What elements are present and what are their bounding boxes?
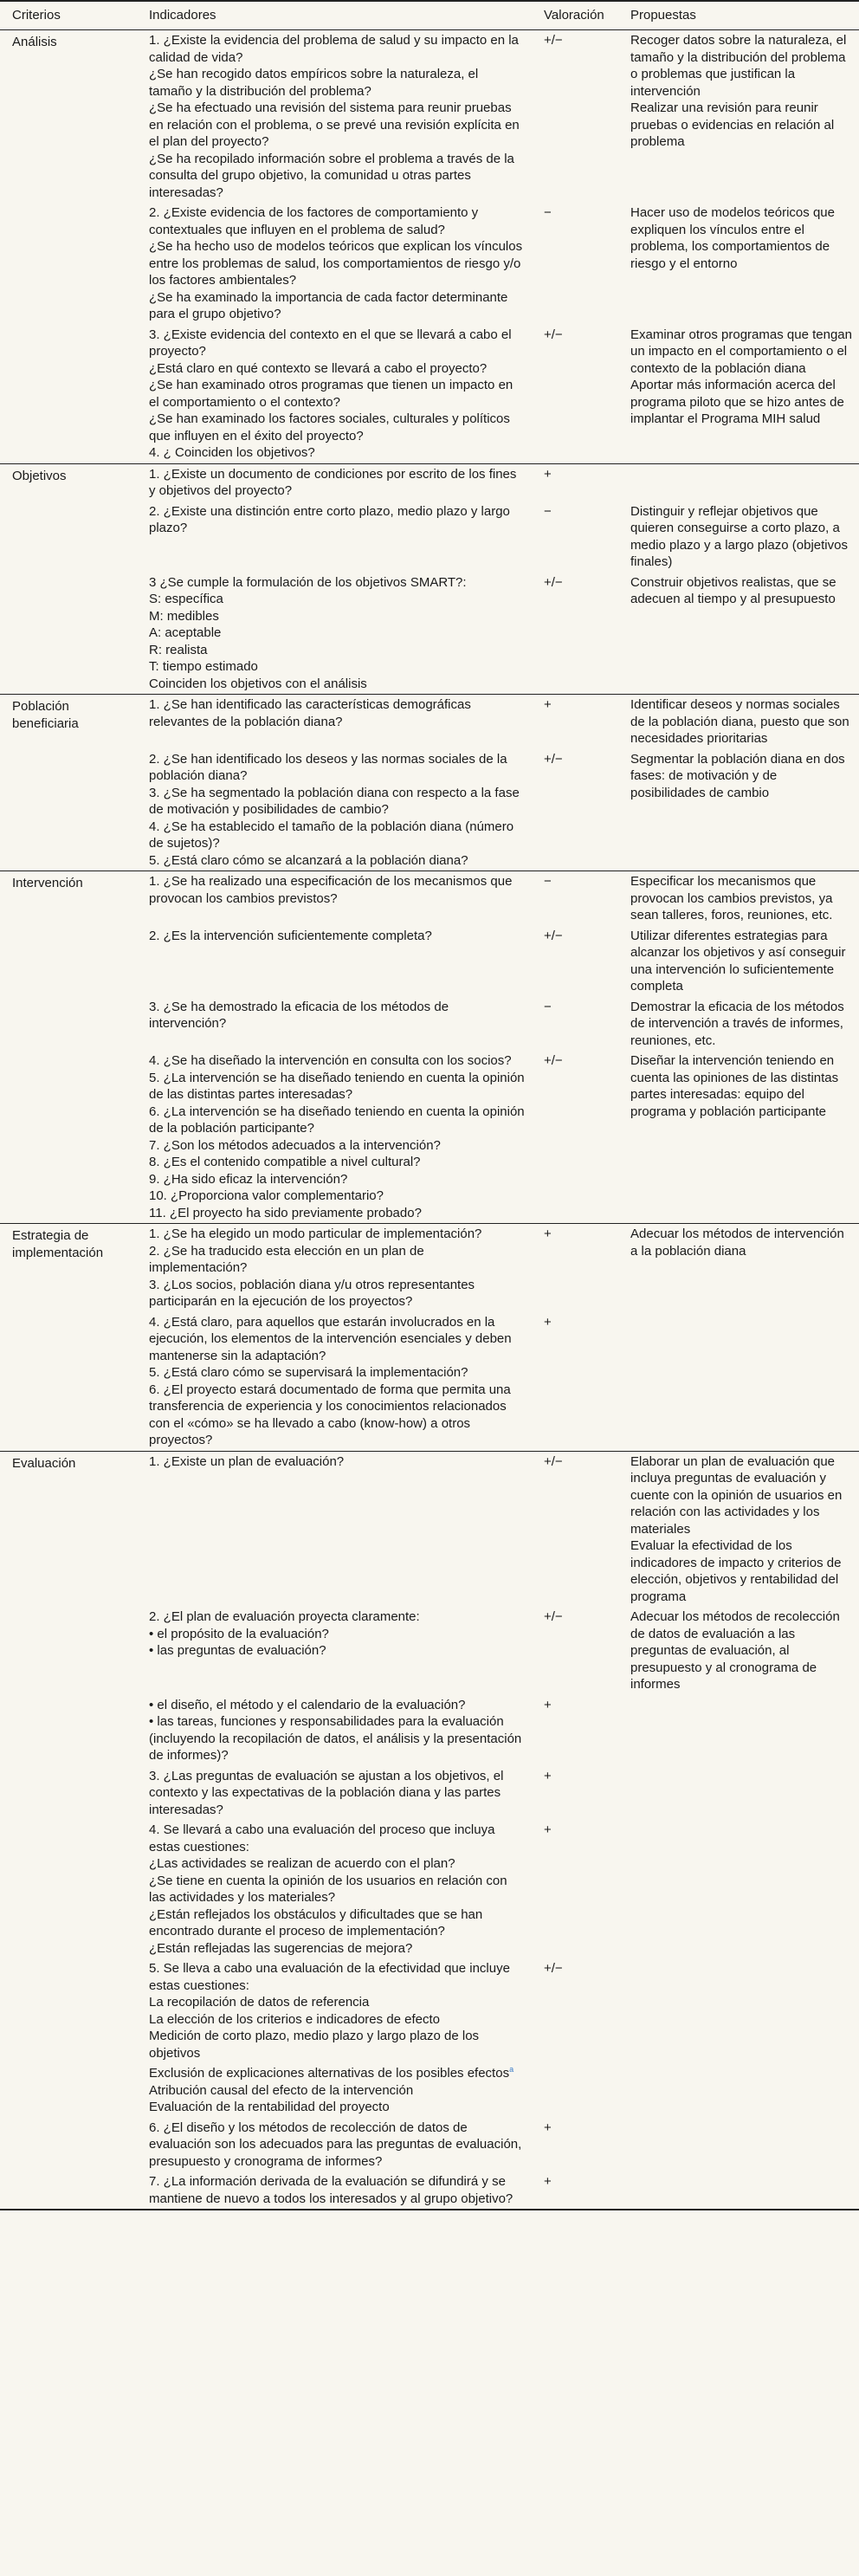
indicator-line	[149, 642, 525, 659]
indicator-text: 9. ¿Ha sido eficaz la intervención?	[149, 1171, 348, 1187]
table-row	[0, 203, 859, 325]
indicator-text: 4. Se llevará a cabo una evaluación del proceso que incluya estas cuestiones:	[149, 1822, 495, 1854]
indicators-cell	[137, 1820, 532, 1958]
indicator-line	[149, 2011, 525, 2029]
rating-cell: +	[544, 697, 552, 712]
indicator-text: 3. ¿Se ha segmentado la población diana con respecto a la fase de motivación y posibilidades de cambio?	[149, 785, 520, 817]
proposals-cell	[618, 871, 859, 926]
indicator-line	[149, 1453, 525, 1471]
indicators-cell	[137, 1766, 532, 1821]
indicator-text: 5. ¿La intervención se ha diseñado teniendo en cuenta la opinión de las distintas partes interesadas?	[149, 1070, 525, 1102]
indicator-line	[149, 466, 525, 500]
rating-cell: +	[544, 1227, 552, 1241]
indicator-line	[149, 1243, 525, 1277]
indicator-text: 8. ¿Es el contenido compatible a nivel cultural?	[149, 1155, 421, 1169]
proposals-cell	[618, 1224, 859, 1312]
indicator-text: 5. ¿Está claro cómo se alcanzará a la población diana?	[149, 852, 468, 868]
indicator-text: ¿Se han examinado los factores sociales, culturales y políticos que influyen en el éxito del proyecto?	[149, 411, 510, 443]
indicator-line	[149, 289, 525, 323]
indicator-line	[149, 1104, 525, 1137]
indicator-line	[149, 819, 525, 852]
table-row	[0, 1607, 859, 1695]
indicator-text: ¿Están reflejados los obstáculos y dificultades que se han encontrado durante el proceso de implementación?	[149, 1906, 483, 1938]
header-indicadores: Indicadores	[149, 8, 216, 23]
table-row	[0, 871, 859, 926]
proposals-cell	[618, 1312, 859, 1451]
table-row	[0, 325, 859, 463]
proposal-line: Construir objetivos realistas, que se adecuen al tiempo y al presupuesto	[630, 574, 836, 606]
indicator-line	[149, 1873, 525, 1906]
rating-cell: +	[544, 1822, 552, 1837]
indicator-text: La elección de los criterios e indicadores de efecto	[149, 2011, 441, 2027]
rating-cell: +/−	[544, 327, 563, 342]
rating-cell: +/−	[544, 1453, 563, 1469]
indicator-line	[149, 1277, 525, 1311]
indicator-text: S: específica	[149, 592, 223, 606]
table-row	[0, 695, 859, 749]
table-row	[0, 502, 859, 573]
indicator-line	[149, 1994, 525, 2011]
indicator-line	[149, 66, 525, 100]
criterion-group	[0, 464, 859, 696]
rating-cell: +	[544, 466, 552, 482]
indicator-text: La recopilación de datos de referencia	[149, 1995, 370, 2010]
proposal-line: Evaluar la efectividad de los indicadores de impacto y criterios de elección, objetivos y rentabilidad del programa	[630, 1538, 842, 1604]
indicators-cell	[137, 1312, 532, 1451]
table-row	[0, 1766, 859, 1821]
indicator-text: 4. ¿ Coinciden los objetivos?	[149, 445, 315, 460]
indicator-line	[149, 2028, 525, 2061]
indicator-text: ¿Está claro en qué contexto se llevará a cabo el proyecto?	[149, 360, 488, 376]
indicator-text: 2. ¿Es la intervención suficientemente completa?	[149, 928, 432, 943]
rating-cell: +/−	[544, 1053, 563, 1068]
indicator-text: Coinciden los objetivos con el análisis	[149, 676, 367, 691]
indicator-line	[149, 676, 525, 693]
indicator-text: • las tareas, funciones y responsabilidades para la evaluación (incluyendo la recopilación de datos, el análisis y la presentación de informes)?	[149, 1714, 522, 1763]
proposals-cell	[618, 203, 859, 325]
indicator-line	[149, 238, 525, 289]
proposals-cell	[618, 1766, 859, 1821]
rating-cell: +	[544, 2174, 552, 2189]
indicator-line	[149, 1052, 525, 1070]
indicator-text: 1. ¿Se han identificado las características demográficas relevantes de la población diana?	[149, 697, 471, 729]
indicator-text: 6. ¿El diseño y los métodos de recolección de datos de evaluación son los adecuados para las preguntas de evaluación, presupuesto y cronograma de informes?	[149, 2120, 522, 2169]
proposals-cell	[618, 749, 859, 871]
indicator-line	[149, 1382, 525, 1449]
criterion-cell: Análisis	[12, 35, 57, 49]
proposals-cell	[618, 2171, 859, 2209]
indicator-text: 7. ¿La información derivada de la evaluación se difundirá y se mantiene de nuevo a todos los interesados y al grupo objetivo?	[149, 2174, 513, 2206]
indicator-text: 4. ¿Se ha establecido el tamaño de la población diana (número de sujetos)?	[149, 819, 514, 851]
criterion-cell: Objetivos	[12, 468, 67, 483]
rating-cell: +/−	[544, 928, 563, 943]
indicator-line	[149, 444, 525, 462]
indicators-cell	[137, 2171, 532, 2209]
header-propuestas: Propuestas	[630, 8, 696, 23]
indicator-line	[149, 411, 525, 444]
indicator-line	[149, 327, 525, 360]
criterion-group	[0, 1452, 859, 2210]
proposal-line: Demostrar la eficacia de los métodos de intervención a través de informes, reuniones, etc.	[630, 999, 844, 1048]
indicators-cell	[137, 749, 532, 871]
indicator-text: 6. ¿El proyecto estará documentado de forma que permita una transferencia de experiencia y los conocimientos relacionados con el «cómo» se ha llevado a cabo (know-how) a otros proyectos?	[149, 1382, 511, 1447]
criterion-cell	[0, 997, 137, 1052]
indicator-text: ¿Se ha recopilado información sobre el problema a través de la consulta del grupo objetivo, la comunidad u otras partes interesadas?	[149, 151, 514, 200]
indicator-line	[149, 204, 525, 238]
proposals-cell	[618, 1820, 859, 1958]
indicators-cell	[137, 1452, 532, 1608]
proposals-cell	[618, 1051, 859, 1223]
indicator-text: 3. ¿Los socios, población diana y/u otros representantes participarán en la ejecución de los proyectos?	[149, 1277, 475, 1309]
indicator-line	[149, 1713, 525, 1764]
indicators-cell	[137, 871, 532, 926]
rating-cell: +	[544, 1697, 552, 1712]
proposal-line: Utilizar diferentes estrategias para alcanzar los objetivos y así conseguir una intervención lo suficientemente completa	[630, 928, 846, 994]
criterion-cell	[0, 1312, 137, 1451]
proposal-line: Examinar otros programas que tengan un impacto en el comportamiento o el contexto de la población diana	[630, 327, 852, 376]
proposals-cell	[618, 1958, 859, 2118]
indicator-text: 7. ¿Son los métodos adecuados a la intervención?	[149, 1137, 441, 1153]
proposals-cell	[618, 325, 859, 463]
indicator-line	[149, 625, 525, 642]
indicators-cell	[137, 926, 532, 997]
indicator-text: 1. ¿Existe un plan de evaluación?	[149, 1453, 345, 1469]
table-row	[0, 30, 859, 203]
indicator-line	[149, 503, 525, 537]
indicators-cell	[137, 1695, 532, 1766]
criterion-group	[0, 1224, 859, 1452]
indicator-line	[149, 608, 525, 625]
indicators-cell	[137, 997, 532, 1052]
indicator-line	[149, 1188, 525, 1205]
indicator-line	[149, 2061, 525, 2082]
indicators-cell	[137, 573, 532, 695]
table-row	[0, 1452, 859, 1608]
indicator-line	[149, 1226, 525, 1243]
indicator-line	[149, 873, 525, 907]
indicator-text: 3. ¿Las preguntas de evaluación se ajustan a los objetivos, el contexto y las expectativas de la población diana y las partes interesadas?	[149, 1768, 504, 1817]
indicator-text: ¿Se ha hecho uso de modelos teóricos que explican los vínculos entre los problemas de salud, los comportamientos de riesgo y/o los factores ambientales?	[149, 239, 523, 288]
rating-cell: +	[544, 2120, 552, 2135]
rating-cell: +	[544, 1314, 552, 1330]
criterion-cell	[0, 2171, 137, 2209]
criterion-cell	[0, 926, 137, 997]
indicator-text: ¿Se ha efectuado una revisión del sistema para reunir pruebas en relación con el problema, o se prevé una revisión explícita en el plan del proyecto?	[149, 100, 520, 149]
proposals-cell	[618, 1695, 859, 1766]
criterion-cell	[0, 1958, 137, 2118]
indicator-text: Evaluación de la rentabilidad del proyecto	[149, 2100, 390, 2114]
table-row	[0, 1312, 859, 1451]
indicators-cell	[137, 1051, 532, 1223]
indicators-cell	[137, 1607, 532, 1695]
proposals-cell	[618, 695, 859, 749]
indicator-line	[149, 1626, 525, 1643]
indicator-text: 4. ¿Está claro, para aquellos que estarán involucrados en la ejecución, los elementos de la intervención esenciales y deben mantenerse sin la adaptación?	[149, 1314, 512, 1363]
table-row	[0, 464, 859, 502]
criterion-cell: Estrategia de implementación	[12, 1228, 104, 1260]
indicator-text: ¿Se ha examinado la importancia de cada factor determinante para el grupo objetivo?	[149, 289, 508, 321]
table-row	[0, 926, 859, 997]
indicator-line	[149, 2082, 525, 2100]
indicator-text: 5. Se lleva a cabo una evaluación de la efectividad que incluye estas cuestiones:	[149, 1961, 510, 1993]
proposal-line: Especificar los mecanismos que provocan los cambios previstos, ya sean talleres, foros, reuniones, etc.	[630, 874, 833, 922]
rating-cell: +/−	[544, 33, 563, 48]
proposal-line: Adecuar los métodos de intervención a la población diana	[630, 1227, 844, 1259]
table-row	[0, 749, 859, 871]
indicator-line	[149, 1171, 525, 1188]
indicator-line	[149, 151, 525, 202]
indicator-line	[149, 658, 525, 676]
indicator-line	[149, 1940, 525, 1958]
criterion-cell: Población beneficiaria	[12, 699, 79, 731]
criterion-group	[0, 871, 859, 1224]
indicators-cell	[137, 2118, 532, 2172]
indicators-cell	[137, 1958, 532, 2118]
proposals-cell	[618, 997, 859, 1052]
table-row	[0, 1958, 859, 2118]
indicators-cell	[137, 30, 532, 203]
indicator-line	[149, 852, 525, 870]
indicator-text: 2. ¿El plan de evaluación proyecta claramente:	[149, 1609, 420, 1624]
proposals-cell	[618, 502, 859, 573]
proposal-line: Realizar una revisión para reunir pruebas o evidencias en relación al problema	[630, 100, 835, 149]
criterion-cell	[0, 1051, 137, 1223]
criterion-cell	[0, 1820, 137, 1958]
proposal-line: Diseñar la intervención teniendo en cuenta las opiniones de las distintas partes interesadas: equipo del programa y población participante	[630, 1053, 839, 1119]
indicator-text: 1. ¿Existe un documento de condiciones por escrito de los fines y objetivos del proyecto?	[149, 466, 517, 498]
indicator-line	[149, 591, 525, 608]
indicator-line	[149, 928, 525, 945]
proposals-cell	[618, 2118, 859, 2172]
indicator-text: R: realista	[149, 642, 208, 657]
proposal-line: Adecuar los métodos de recolección de datos de evaluación a las preguntas de evaluación, al presupuesto y al cronograma de informes	[630, 1609, 840, 1692]
indicators-cell	[137, 464, 532, 502]
indicator-line	[149, 2099, 525, 2116]
indicator-line	[149, 1906, 525, 1940]
indicator-text: 1. ¿Se ha elegido un modo particular de implementación?	[149, 1227, 482, 1241]
indicator-text: ¿Se tiene en cuenta la opinión de los usuarios en relación con las actividades y los materiales?	[149, 1873, 507, 1905]
indicator-text: T: tiempo estimado	[149, 659, 258, 674]
proposal-line: Distinguir y reflejar objetivos que quieren conseguirse a corto plazo, a medio plazo y a largo plazo (objetivos finales)	[630, 503, 848, 569]
criterion-cell	[0, 1695, 137, 1766]
indicator-line	[149, 751, 525, 785]
table-body	[0, 30, 859, 2209]
table-row	[0, 1051, 859, 1223]
rating-cell: −	[544, 999, 552, 1014]
criterion-cell: Evaluación	[12, 1455, 76, 1471]
proposal-line: Hacer uso de modelos teóricos que expliquen los vínculos entre el problema, los comportamientos de riesgo y el entorno	[630, 205, 835, 271]
indicator-line	[149, 1314, 525, 1365]
indicator-line	[149, 1608, 525, 1626]
indicator-line	[149, 785, 525, 819]
indicator-text: 2. ¿Existe una distinción entre corto plazo, medio plazo y largo plazo?	[149, 503, 510, 535]
proposals-cell	[618, 1452, 859, 1608]
indicator-text: ¿Se han examinado otros programas que tienen un impacto en el comportamiento o el contexto?	[149, 378, 513, 410]
table-header	[0, 2, 859, 30]
proposals-cell	[618, 926, 859, 997]
table-row	[0, 1224, 859, 1312]
indicator-text: Medición de corto plazo, medio plazo y largo plazo de los objetivos	[149, 2029, 480, 2061]
proposal-line: Aportar más información acerca del programa piloto que se hizo antes de implantar el Programa MIH salud	[630, 378, 844, 426]
criterion-group	[0, 695, 859, 871]
criterion-cell	[0, 1766, 137, 1821]
indicators-cell	[137, 1224, 532, 1312]
indicator-line	[149, 2120, 525, 2171]
indicator-line	[149, 696, 525, 730]
indicator-text: 11. ¿El proyecto ha sido previamente probado?	[149, 1205, 422, 1220]
indicator-text: 10. ¿Proporciona valor complementario?	[149, 1188, 384, 1203]
indicator-line	[149, 360, 525, 378]
criterion-cell	[0, 2118, 137, 2172]
proposal-line: Recoger datos sobre la naturaleza, el tamaño y la distribución del problema o problemas que justifican la intervención	[630, 33, 847, 99]
indicator-line	[149, 32, 525, 66]
indicator-text: ¿Se han recogido datos empíricos sobre la naturaleza, el tamaño y la distribución del problema?	[149, 67, 479, 99]
indicator-text: 2. ¿Existe evidencia de los factores de comportamiento y contextuales que influyen en el problema de salud?	[149, 205, 479, 237]
rating-cell: +	[544, 1768, 552, 1783]
indicator-text: • el propósito de la evaluación?	[149, 1626, 329, 1641]
indicator-line	[149, 1154, 525, 1171]
indicator-line	[149, 1205, 525, 1222]
indicator-text: M: medibles	[149, 608, 219, 624]
indicator-text: 1. ¿Se ha realizado una especificación de los mecanismos que provocan los cambios previstos?	[149, 874, 513, 906]
indicator-text: ¿Están reflejadas las sugerencias de mejora?	[149, 1940, 413, 1956]
indicator-text: 2. ¿Se ha traducido esta elección en un plan de implementación?	[149, 1243, 424, 1275]
indicator-text: 3. ¿Existe evidencia del contexto en el que se llevará a cabo el proyecto?	[149, 327, 512, 359]
proposals-cell	[618, 573, 859, 695]
table-row	[0, 1820, 859, 1958]
indicator-line	[149, 1070, 525, 1104]
criterion-cell	[0, 325, 137, 463]
indicator-text: 4. ¿Se ha diseñado la intervención en consulta con los socios?	[149, 1053, 512, 1068]
rating-cell: +/−	[544, 1961, 563, 1976]
table-row	[0, 573, 859, 695]
indicator-line	[149, 2173, 525, 2207]
indicator-line	[149, 999, 525, 1032]
rating-cell: −	[544, 874, 552, 889]
indicator-line	[149, 1137, 525, 1155]
rating-cell: −	[544, 205, 552, 220]
criterion-cell: Intervención	[12, 876, 83, 890]
rating-cell: +/−	[544, 1609, 563, 1624]
indicator-text: ¿Las actividades se realizan de acuerdo con el plan?	[149, 1856, 455, 1871]
proposal-line: Identificar deseos y normas sociales de la población diana, puesto que son necesidades prioritarias	[630, 697, 849, 746]
indicator-text: • el diseño, el método y el calendario de la evaluación?	[149, 1697, 466, 1712]
indicator-line	[149, 1960, 525, 1994]
header-criterios: Criterios	[12, 8, 61, 23]
indicator-text: 3. ¿Se ha demostrado la eficacia de los métodos de intervención?	[149, 999, 449, 1031]
criterion-cell	[0, 1607, 137, 1695]
criterion-cell	[0, 749, 137, 871]
indicator-text: Atribución causal del efecto de la intervención	[149, 2082, 414, 2098]
criterion-cell	[0, 502, 137, 573]
proposals-cell	[618, 1607, 859, 1695]
table-row	[0, 997, 859, 1052]
proposals-cell	[618, 464, 859, 502]
indicator-line	[149, 1642, 525, 1660]
proposal-line: Elaborar un plan de evaluación que incluya preguntas de evaluación y cuente con la opinión de usuarios en relación con las actividades y los materiales	[630, 1453, 843, 1537]
indicator-line	[149, 100, 525, 151]
indicator-line	[149, 1822, 525, 1855]
indicators-cell	[137, 502, 532, 573]
indicator-text: A: aceptable	[149, 625, 222, 640]
indicator-line	[149, 574, 525, 592]
indicators-cell	[137, 325, 532, 463]
indicator-text: 6. ¿La intervención se ha diseñado teniendo en cuenta la opinión de la población participante?	[149, 1104, 525, 1136]
indicator-text: • las preguntas de evaluación?	[149, 1643, 326, 1658]
indicator-line	[149, 1697, 525, 1714]
rating-cell: +/−	[544, 574, 563, 590]
indicator-text: 2. ¿Se han identificado los deseos y las normas sociales de la población diana?	[149, 751, 507, 783]
table-row	[0, 2171, 859, 2209]
indicator-text: 5. ¿Está claro cómo se supervisará la implementación?	[149, 1365, 468, 1380]
indicators-cell	[137, 203, 532, 325]
indicator-line	[149, 1855, 525, 1873]
criterion-cell	[0, 573, 137, 695]
proposals-cell	[618, 30, 859, 203]
indicator-line	[149, 1768, 525, 1819]
indicator-text: Exclusión de explicaciones alternativas de los posibles efectos	[149, 2066, 510, 2081]
indicator-text: 1. ¿Existe la evidencia del problema de salud y su impacto en la calidad de vida?	[149, 33, 519, 65]
footnote-marker[interactable]: a	[509, 2065, 514, 2074]
indicator-text: 3 ¿Se cumple la formulación de los objetivos SMART?:	[149, 574, 467, 590]
indicators-cell	[137, 695, 532, 749]
indicator-line	[149, 377, 525, 411]
table-row	[0, 2118, 859, 2172]
rating-cell: +/−	[544, 751, 563, 767]
header-valoracion: Valoración	[544, 8, 604, 23]
indicator-line	[149, 1364, 525, 1382]
criterion-group	[0, 30, 859, 464]
criterion-cell	[0, 203, 137, 325]
rating-cell: −	[544, 503, 552, 519]
table-row	[0, 1695, 859, 1766]
proposal-line: Segmentar la población diana en dos fases: de motivación y de posibilidades de cambio	[630, 751, 845, 800]
